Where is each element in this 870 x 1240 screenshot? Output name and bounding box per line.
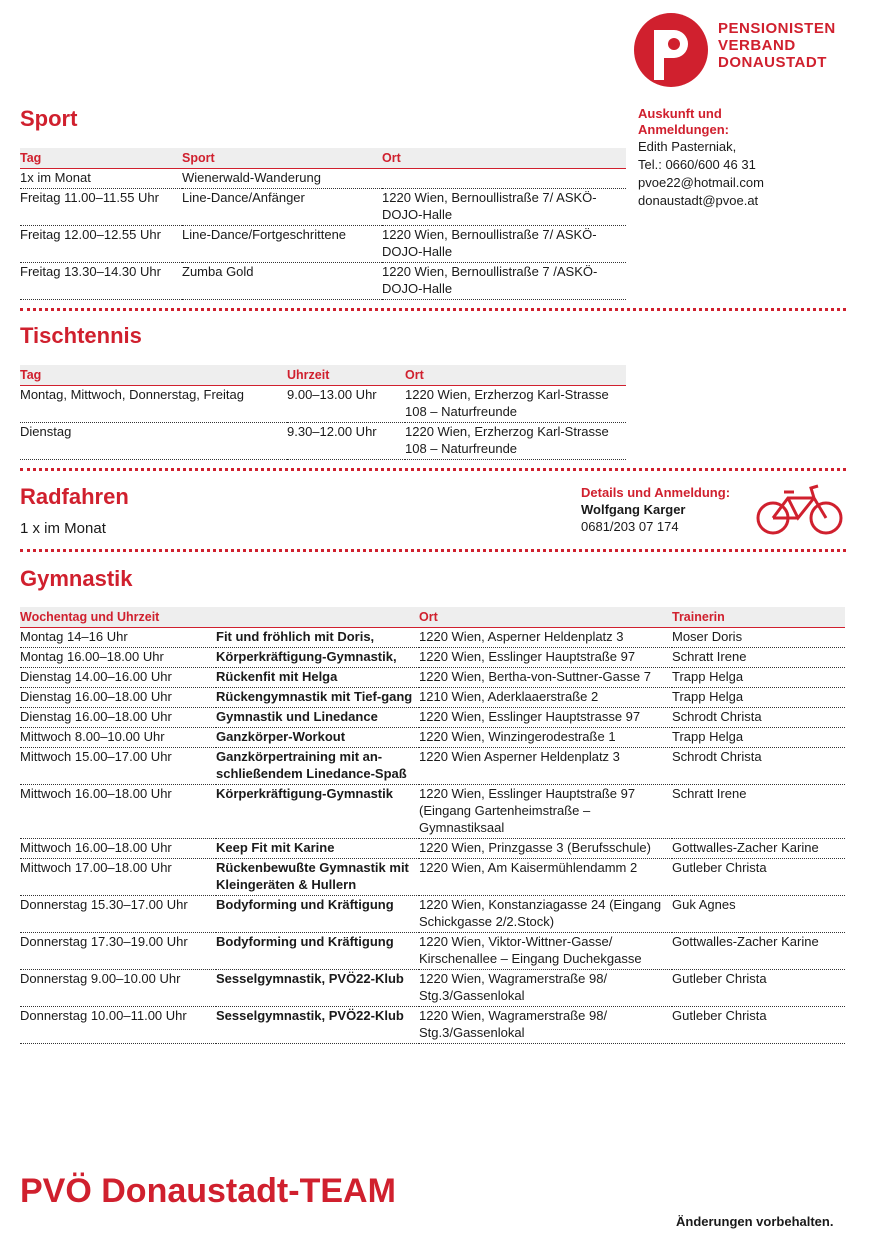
contact-title: Auskunft und Anmeldungen: [638, 106, 729, 137]
sport-cell-tag: Freitag 13.30–14.30 Uhr [20, 264, 161, 279]
gym-cell-trainerin: Gottwalles-Zacher Karine [672, 840, 819, 855]
gym-header-trainerin: Trainerin [672, 607, 845, 628]
gym-cell-course: Körperkräftigung-Gymnastik [216, 786, 393, 801]
gym-cell-time: Donnerstag 15.30–17.00 Uhr [20, 897, 188, 912]
table-row [20, 859, 845, 896]
sport-cell-tag: Freitag 12.00–12.55 Uhr [20, 227, 161, 242]
gym-cell-ort: 1220 Wien, Bertha-von-Suttner-Gasse 7 [419, 669, 651, 684]
tt-header-tag: Tag [20, 365, 287, 386]
gym-cell-time: Mittwoch 16.00–18.00 Uhr [20, 840, 172, 855]
logo-line-3: DONAUSTADT [718, 54, 827, 71]
gym-cell-trainerin: Gutleber Christa [672, 971, 767, 986]
gym-cell-trainerin: Moser Doris [672, 629, 743, 644]
sport-cell-ort: 1220 Wien, Bernoullistraße 7/ ASKÖ-DOJO-Halle [382, 190, 597, 222]
table-row [20, 708, 845, 728]
gym-cell-course: Ganzkörpertraining mit an-schließendem Linedance-Spaß [216, 749, 407, 781]
table-row [20, 896, 845, 933]
section-divider [20, 549, 846, 552]
gym-cell-trainerin: Gottwalles-Zacher Karine [672, 934, 819, 949]
table-row [20, 263, 626, 300]
section-divider [20, 468, 846, 471]
table-row [20, 728, 845, 748]
contact-email-1[interactable]: pvoe22@hotmail.com [638, 175, 764, 190]
gym-cell-course: Rückenfit mit Helga [216, 669, 338, 684]
gym-cell-ort: 1220 Wien, Esslinger Hauptstrasse 97 [419, 709, 641, 724]
tt-cell-tag: Montag, Mittwoch, Donnerstag, Freitag [20, 387, 244, 402]
gym-cell-trainerin: Gutleber Christa [672, 1008, 767, 1023]
tt-cell-uhrzeit: 9.30–12.00 Uhr [287, 424, 377, 439]
table-row [20, 668, 845, 688]
tt-cell-uhrzeit: 9.00–13.00 Uhr [287, 387, 377, 402]
gym-cell-trainerin: Trapp Helga [672, 689, 744, 704]
gym-cell-trainerin: Guk Agnes [672, 897, 736, 912]
gym-cell-ort: 1220 Wien, Am Kaisermühlendamm 2 [419, 860, 638, 875]
gym-cell-course: Sesselgymnastik, PVÖ22-Klub [216, 1008, 404, 1023]
table-row [20, 970, 845, 1007]
table-row [20, 839, 845, 859]
gym-cell-trainerin: Trapp Helga [672, 669, 744, 684]
section-divider [20, 308, 846, 311]
table-row [20, 648, 845, 668]
radfahren-frequency: 1 x im Monat [20, 520, 106, 537]
gym-cell-time: Mittwoch 8.00–10.00 Uhr [20, 729, 165, 744]
sport-cell-tag: Freitag 11.00–11.55 Uhr [20, 190, 159, 205]
sport-cell-ort: 1220 Wien, Bernoullistraße 7/ ASKÖ-DOJO-Halle [382, 227, 597, 259]
gym-cell-trainerin: Schrodt Christa [672, 709, 762, 724]
gym-cell-ort: 1220 Wien, Prinzgasse 3 (Berufsschule) [419, 840, 651, 855]
table-row [20, 226, 626, 263]
sport-table [20, 148, 626, 300]
gym-cell-trainerin: Schratt Irene [672, 786, 747, 801]
gymnastik-title: Gymnastik [20, 566, 133, 591]
table-row [20, 785, 845, 839]
table-row [20, 628, 845, 648]
sport-header-tag: Tag [20, 148, 182, 169]
tt-cell-tag: Dienstag [20, 424, 72, 439]
tischtennis-table [20, 365, 626, 460]
logo-line-2: VERBAND [718, 37, 796, 54]
gym-cell-time: Dienstag 14.00–16.00 Uhr [20, 669, 172, 684]
gym-cell-course: Bodyforming und Kräftigung [216, 897, 394, 912]
table-row [20, 423, 626, 460]
gym-cell-time: Montag 16.00–18.00 Uhr [20, 649, 164, 664]
gym-cell-course: Ganzkörper-Workout [216, 729, 346, 744]
logo-line-1: PENSIONISTEN [718, 20, 836, 37]
tischtennis-title: Tischtennis [20, 323, 142, 348]
gym-cell-time: Donnerstag 10.00–11.00 Uhr [20, 1008, 187, 1023]
sport-header-sport: Sport [182, 148, 382, 169]
gym-cell-ort: 1220 Wien, Konstanziagasse 24 (Eingang Schickgasse 2/2.Stock) [419, 897, 662, 929]
gym-header-ort: Ort [419, 607, 672, 628]
gym-cell-course: Keep Fit mit Karine [216, 840, 335, 855]
radfahren-title: Radfahren [20, 484, 129, 509]
sport-title: Sport [20, 106, 78, 131]
pvoe-logo-icon [632, 12, 710, 88]
gymnastik-table [20, 607, 845, 1044]
gym-cell-ort: 1220 Wien Asperner Heldenplatz 3 [419, 749, 620, 764]
gym-cell-ort: 1220 Wien, Winzingerodestraße 1 [419, 729, 616, 744]
gym-cell-course: Rückengymnastik mit Tief-gang [216, 689, 413, 704]
tt-cell-ort: 1220 Wien, Erzherzog Karl-Strasse 108 – Naturfreunde [405, 424, 609, 456]
gym-cell-course: Fit und fröhlich mit Doris, [216, 629, 375, 644]
gym-cell-ort: 1220 Wien, Wagramerstraße 98/ Stg.3/Gassenlokal [419, 971, 608, 1003]
table-row [20, 169, 626, 189]
table-row [20, 933, 845, 970]
changes-note: Änderungen vorbehalten. [676, 1214, 834, 1229]
sport-header-ort: Ort [382, 148, 626, 169]
table-row [20, 748, 845, 785]
gym-cell-trainerin: Trapp Helga [672, 729, 744, 744]
gym-cell-course: Sesselgymnastik, PVÖ22-Klub [216, 971, 404, 986]
gym-cell-ort: 1220 Wien, Esslinger Hauptstraße 97 (Eingang Gartenheimstraße – Gymnastiksaal [419, 786, 636, 835]
contact-email-2[interactable]: donaustadt@pvoe.at [638, 193, 759, 208]
gym-cell-ort: 1220 Wien, Asperner Heldenplatz 3 [419, 629, 624, 644]
tt-header-uhrzeit: Uhrzeit [287, 365, 405, 386]
gym-cell-course: Bodyforming und Kräftigung [216, 934, 394, 949]
gym-cell-time: Mittwoch 17.00–18.00 Uhr [20, 860, 172, 875]
gym-cell-time: Donnerstag 17.30–19.00 Uhr [20, 934, 188, 949]
gym-cell-time: Montag 14–16 Uhr [20, 629, 128, 644]
sport-cell-tag: 1x im Monat [20, 170, 91, 185]
sport-cell-sport: Line-Dance/Anfänger [182, 190, 305, 205]
sport-cell-sport: Line-Dance/Fortgeschrittene [182, 227, 347, 242]
gym-cell-time: Mittwoch 15.00–17.00 Uhr [20, 749, 172, 764]
gym-cell-ort: 1220 Wien, Esslinger Hauptstraße 97 [419, 649, 636, 664]
gym-cell-ort: 1210 Wien, Aderklaaerstraße 2 [419, 689, 599, 704]
gym-cell-trainerin: Gutleber Christa [672, 860, 767, 875]
gym-cell-time: Mittwoch 16.00–18.00 Uhr [20, 786, 172, 801]
radfahren-details [581, 484, 730, 535]
sport-cell-ort: 1220 Wien, Bernoullistraße 7 /ASKÖ-DOJO-Halle [382, 264, 598, 296]
gym-header-time: Wochentag und Uhrzeit [20, 607, 216, 628]
radfahren-details-title: Details und Anmeldung: [581, 485, 731, 500]
contact-name: Edith Pasterniak, [638, 139, 737, 154]
sport-cell-sport: Zumba Gold [182, 264, 254, 279]
gym-cell-time: Dienstag 16.00–18.00 Uhr [20, 689, 172, 704]
gym-cell-course: Körperkräftigung-Gymnastik, [216, 649, 397, 664]
radfahren-details-name: Wolfgang Karger [581, 502, 686, 517]
gym-cell-course: Rückenbewußte Gymnastik mit Kleingeräten & Hullern [216, 860, 409, 892]
radfahren-details-phone: 0681/203 07 174 [581, 519, 679, 534]
contact-phone: Tel.: 0660/600 46 31 [638, 157, 756, 172]
gym-cell-course: Gymnastik und Linedance [216, 709, 378, 724]
pvoe-logo [632, 12, 847, 88]
contact-block [638, 106, 858, 210]
gym-cell-ort: 1220 Wien, Viktor-Wittner-Gasse/ Kirschenallee – Eingang Duchekgasse [419, 934, 642, 966]
bicycle-icon [754, 482, 846, 538]
sport-cell-sport: Wienerwald-Wanderung [182, 170, 321, 185]
gym-cell-time: Donnerstag 9.00–10.00 Uhr [20, 971, 181, 986]
tt-header-ort: Ort [405, 365, 626, 386]
gym-cell-trainerin: Schrodt Christa [672, 749, 762, 764]
table-row [20, 386, 626, 423]
team-title: PVÖ Donaustadt-TEAM [20, 1172, 396, 1210]
gym-cell-time: Dienstag 16.00–18.00 Uhr [20, 709, 172, 724]
sport-cell-ort [382, 169, 626, 189]
gym-cell-trainerin: Schratt Irene [672, 649, 747, 664]
table-row [20, 1007, 845, 1044]
gym-header-course [216, 607, 419, 628]
table-row [20, 189, 626, 226]
table-row [20, 688, 845, 708]
tt-cell-ort: 1220 Wien, Erzherzog Karl-Strasse 108 – Naturfreunde [405, 387, 609, 419]
gym-cell-ort: 1220 Wien, Wagramerstraße 98/ Stg.3/Gassenlokal [419, 1008, 608, 1040]
